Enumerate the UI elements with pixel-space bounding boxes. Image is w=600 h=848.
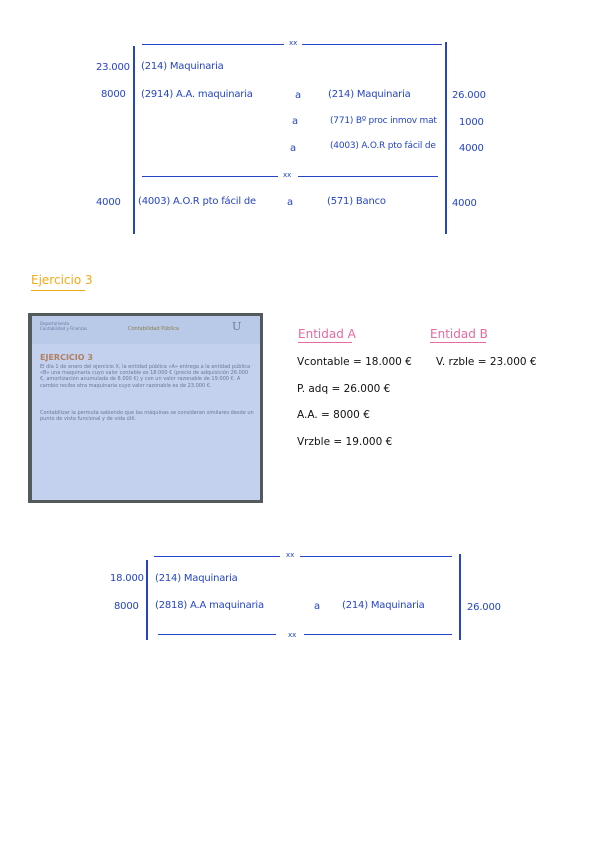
entity-a-line-1: Vcontable = 18.000 € (297, 356, 412, 368)
entry2-bottom-separator: xx (288, 631, 297, 639)
entry2-row2-debit-account: (2818) A.A maquinaria (155, 600, 264, 611)
entry2-row2-credit-account: (214) Maquinaria (342, 600, 425, 611)
entry1-row3-a: a (292, 116, 298, 127)
entry1-top-separator: xx (289, 39, 298, 47)
entry1-left-vline (133, 46, 135, 234)
entry1-right-vline (445, 42, 447, 234)
entry1-row1-debit-account: (214) Maquinaria (141, 61, 224, 72)
entry1-row4-credit-account: (4003) A.O.R pto fácil de (330, 141, 436, 151)
entry1-row5-credit-amount: 4000 (452, 198, 477, 209)
section-title-underline (31, 290, 85, 291)
entry2-top-rule (154, 556, 280, 557)
entry2-row1-debit-account: (214) Maquinaria (155, 573, 238, 584)
entry2-bottom-rule (158, 634, 276, 635)
entity-a-title: Entidad A (298, 327, 356, 341)
entry1-row4-a: a (290, 143, 296, 154)
entry1-top-rule-right (302, 44, 442, 45)
entry2-row1-debit-amount: 18.000 (110, 573, 144, 584)
entry1-row2-a: a (295, 90, 301, 101)
entry2-row2-a: a (314, 601, 320, 612)
entry1-row2-credit-account: (214) Maquinaria (328, 89, 411, 100)
entity-a-line-2: P. adq = 26.000 € (297, 383, 391, 395)
exercise-photo (28, 313, 263, 503)
entry2-top-rule-right (300, 556, 452, 557)
entry2-left-vline (146, 560, 148, 640)
entry1-row5-debit-account: (4003) A.O.R pto fácil de (138, 196, 256, 207)
university-logo: U (232, 320, 242, 333)
slide-title: Contabilidad Pública (128, 326, 179, 332)
exercise-paragraph-1: El día 1 de enero del ejercicio X, la entidad pública «A» entrega a la entidad pública «B» una maquinaria cuyo valor contable es 18.000 € (precio de adquisición 26.000 €, amortización acumulada de 8.000 €) y con un valor razonable de 19.000 €. A cambio recibe otra maquinaria cuyo valor razonable es de 23.000 €. (40, 364, 251, 389)
entry1-row2-debit-account: (2914) A.A. maquinaria (141, 89, 253, 100)
entry1-row1-debit-amount: 23.000 (96, 62, 130, 73)
entry2-bottom-rule-right (304, 634, 452, 635)
entry2-top-separator: xx (286, 551, 295, 559)
entry1-row2-debit-amount: 8000 (101, 89, 126, 100)
entry2-row2-credit-amount: 26.000 (467, 602, 501, 613)
entity-a-underline (298, 342, 352, 343)
entry2-right-vline (459, 554, 461, 640)
entry1-mid-separator: xx (283, 171, 292, 179)
section-title: Ejercicio 3 (31, 273, 93, 287)
entry1-row5-debit-amount: 4000 (96, 197, 121, 208)
entry1-row3-credit-account: (771) Bº proc inmov mat (330, 116, 437, 126)
exercise-slide (32, 316, 260, 500)
entry2-row2-debit-amount: 8000 (114, 601, 139, 612)
entity-b-underline (430, 342, 486, 343)
slide-org: Departamento Contabilidad y Finanzas (40, 321, 88, 331)
entry1-row2-credit-amount: 26.000 (452, 90, 486, 101)
exercise-paragraph-2: Contabilizar la permuta sabiendo que las máquinas se consideran similares desde un punto de vista funcional y de vida útil. (40, 410, 254, 423)
entity-b-title: Entidad B (430, 327, 488, 341)
entry1-mid-rule (142, 176, 278, 177)
entry1-row5-credit-account: (571) Banco (327, 196, 386, 207)
entry1-row4-credit-amount: 4000 (459, 143, 484, 154)
exercise-heading: EJERCICIO 3 (40, 353, 93, 362)
slide-header (32, 316, 260, 344)
entity-a-line-4: Vrzble = 19.000 € (297, 436, 393, 448)
entity-a-line-3: A.A. = 8000 € (297, 409, 370, 421)
entity-b-line-1: V. rzble = 23.000 € (436, 356, 537, 368)
entry1-mid-rule-right (298, 176, 438, 177)
entry1-row3-credit-amount: 1000 (459, 117, 484, 128)
entry1-row5-a: a (287, 197, 293, 208)
entry1-top-rule (142, 44, 284, 45)
